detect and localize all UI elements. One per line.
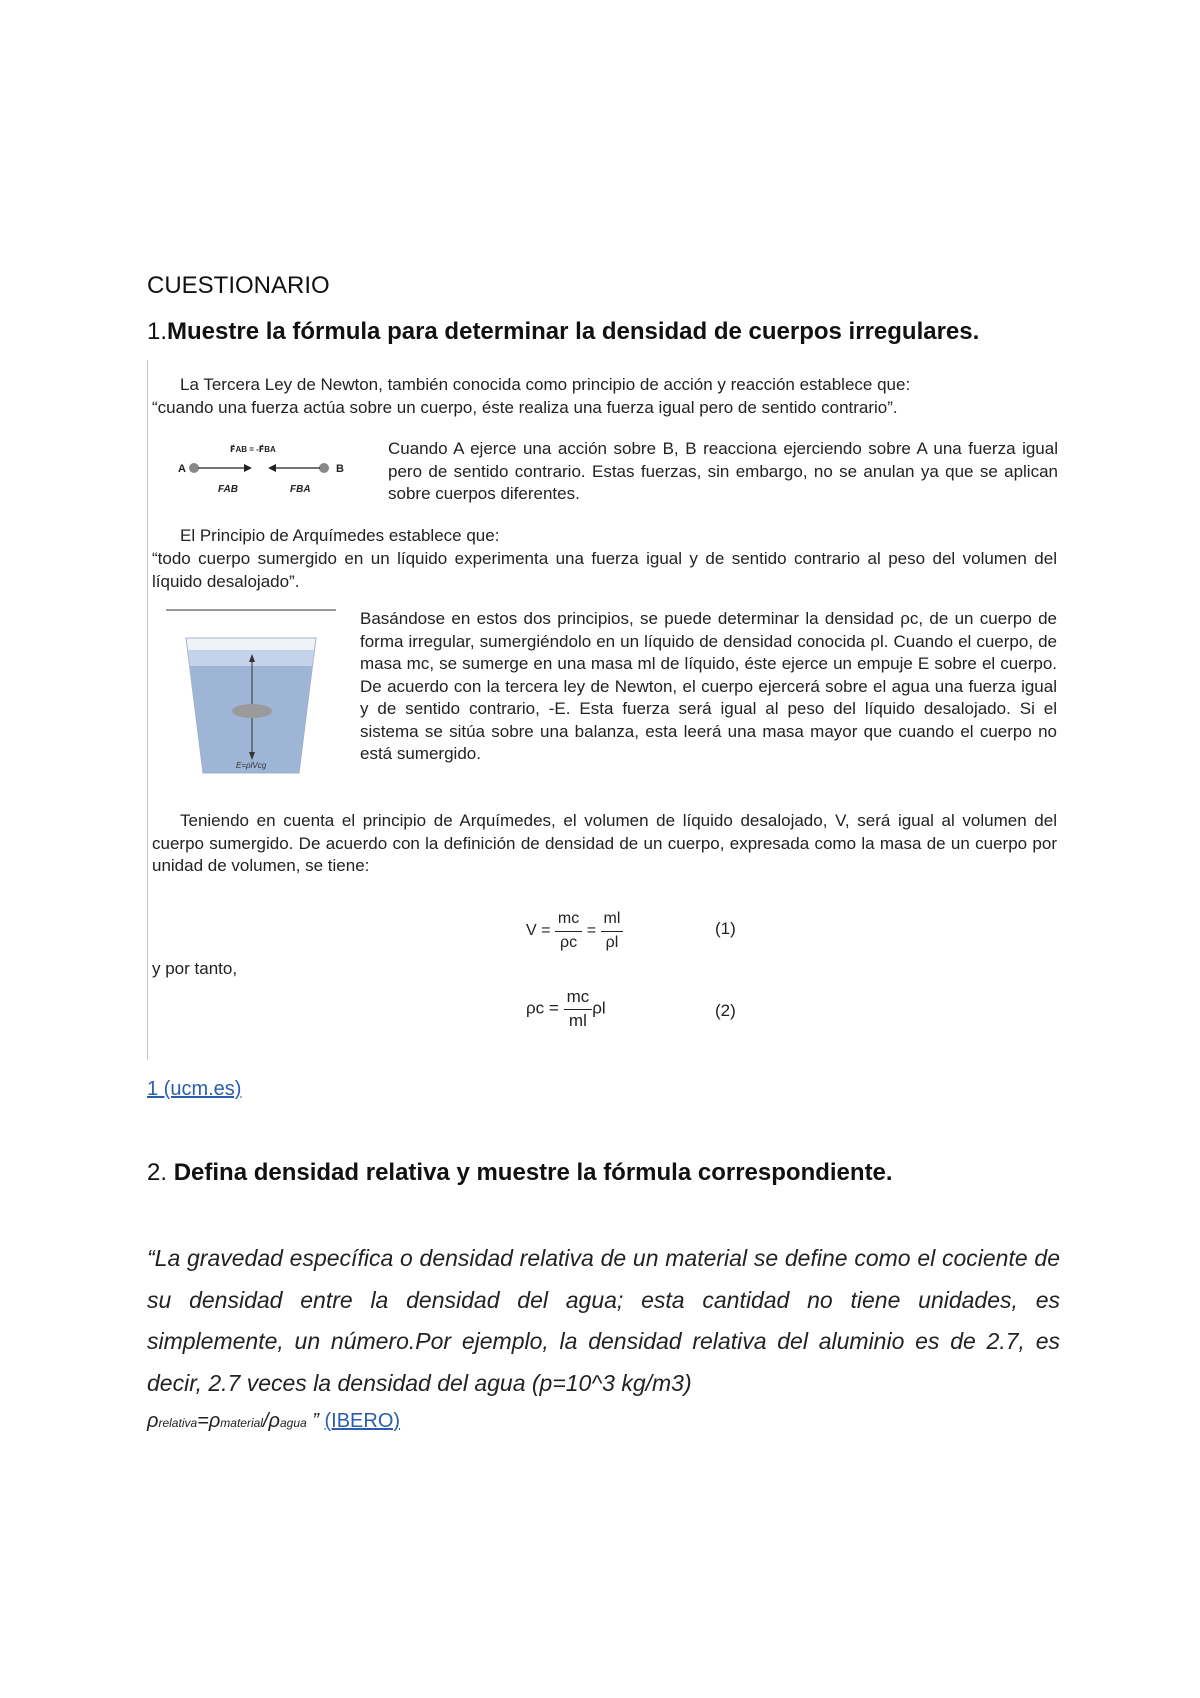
eq2-lhs: ρc = (526, 998, 559, 1018)
question-2-number: 2. (147, 1159, 168, 1186)
eq2-den: ml (568, 1010, 587, 1030)
eq1-fraction-2 (601, 908, 624, 954)
action-reaction-diagram (178, 440, 348, 500)
question-1-text: Muestre la fórmula para determinar la densidad de cuerpos irregulares. (167, 318, 980, 345)
submerged-body (232, 704, 272, 718)
eq2-fraction (564, 986, 593, 1032)
diagram-equation: F⃗AB = -F⃗BA (230, 445, 276, 454)
relative-density-quote: “La gravedad específica o densidad relativa de un material se define como el cociente de su densidad entre la densidad del agua; esta cantidad no tiene unidades, es simplemente, un número.Por ejemplo, la densidad relativa del aluminio es de 2.7, es decir, 2.7 veces la densidad del agua (p=10^3 kg/m3) (147, 1245, 1060, 1396)
relative-density-formula (147, 1410, 400, 1433)
formula-sub-relativa: relativa (158, 1416, 198, 1430)
source-link-ucm[interactable]: 1 (ucm.es) (147, 1078, 242, 1100)
archimedes-quote: “todo cuerpo sumergido en un líquido experimenta una fuerza igual y de sentido contrario al peso del volumen del líquido desalojado”. (152, 549, 1057, 591)
embedded-figure (147, 360, 1068, 1060)
eq2-tail: ρl (592, 998, 606, 1018)
formula-rho-1: ρ (147, 1410, 159, 1432)
beaker-illustration (166, 608, 346, 778)
eq1-fraction-1 (555, 908, 582, 954)
question-1-number: 1. (147, 318, 168, 345)
eq1-equals: = (586, 922, 597, 940)
eq2-tag: (2) (715, 1001, 736, 1020)
question-2 (147, 1159, 893, 1187)
document-heading: CUESTIONARIO (147, 272, 330, 299)
eq1-num1: mc (555, 908, 582, 932)
source-link-ibero[interactable]: (IBERO) (324, 1410, 401, 1432)
eq1-den2: ρl (605, 933, 619, 951)
beaker-label: E=ρlVcg (236, 761, 267, 770)
formula-sub-agua: agua (280, 1416, 307, 1430)
formula-sub-material: material (220, 1416, 263, 1430)
therefore-text: y por tanto, (152, 959, 238, 978)
formula-equals-rho: =ρ (197, 1410, 221, 1432)
volume-explanation: Teniendo en cuenta el principio de Arquímedes, el volumen de líquido desalojado, V, será igual al volumen del cuerpo sumergido. De acuerdo con la definición de densidad de un cuerpo, expresada como la masa de un cuerpo por unidad de volumen, se tiene: (152, 811, 1057, 875)
newton-quote: “cuando una fuerza actúa sobre un cuerpo, éste realiza una fuerza igual pero de sentido contrario”. (152, 398, 898, 417)
archimedes-intro: El Principio de Arquímedes establece que: (180, 526, 500, 545)
point-b (319, 463, 329, 473)
eq1-tag: (1) (715, 919, 736, 938)
eq1-num2: ml (601, 908, 624, 932)
equation-2 (526, 986, 606, 1032)
eq1-den1: ρc (560, 933, 578, 951)
equation-1 (526, 908, 623, 954)
formula-slash-rho: /ρ (262, 1410, 280, 1432)
formula-close-quote: ” (306, 1410, 325, 1432)
force-ab-arrowhead (244, 464, 252, 472)
diagram-f-ab: FAB (218, 484, 238, 495)
eq2-num: mc (564, 986, 593, 1010)
archimedes-explanation: Basándose en estos dos principios, se puede determinar la densidad ρc, de un cuerpo de forma irregular, sumergiéndolo en un líquido de densidad conocida ρl. Cuando el cuerpo, de masa mc, se sumerge en una masa ml de líquido, éste ejerce un empuje E sobre el cuerpo. De acuerdo con la tercera ley de Newton, el cuerpo ejercerá sobre el agua una fuerza igual y de sentido contrario, -E. Esta fuerza será igual al peso del líquido desalojado. Si el sistema se sitúa sobre una balanza, esta leerá una masa mayor que cuando el cuerpo no está sumergido. (360, 609, 1057, 763)
question-1 (147, 318, 979, 346)
eq1-lhs: V = (526, 922, 551, 940)
diagram-label-a: A (178, 463, 186, 475)
diagram-label-b: B (336, 463, 344, 475)
point-a (189, 463, 199, 473)
newton-intro: La Tercera Ley de Newton, también conocida como principio de acción y reacción establece que: (180, 375, 911, 394)
force-ba-arrowhead (268, 464, 276, 472)
newton-explanation: Cuando A ejerce una acción sobre B, B reacciona ejerciendo sobre A una fuerza igual pero de sentido contrario. Estas fuerzas, sin embargo, no se anulan ya que se aplican sobre cuerpos diferentes. (388, 439, 1058, 503)
question-2-text: Defina densidad relativa y muestre la fórmula correspondiente. (173, 1159, 893, 1186)
diagram-f-ba: FBA (290, 484, 311, 495)
